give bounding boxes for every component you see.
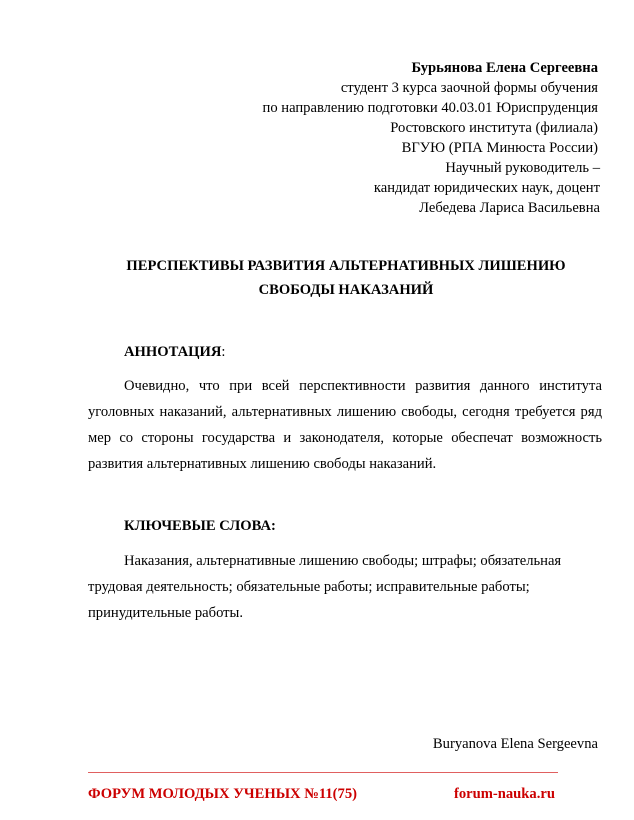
footer-site-link[interactable]: forum-nauka.ru [454, 786, 555, 802]
annotation-text: Очевидно, что при всей перспективности развития данного института уголовных наказаний, альтернативных лишению свободы, сегодня требуется ряд мер со стороны государства и законодателя, которые обеспечат возможность развития альтернативных лишению свободы наказаний. [88, 378, 602, 472]
author-line: ВГУЮ (РПА Минюста России) [401, 140, 598, 156]
annotation-heading-colon: : [221, 344, 226, 360]
annotation-heading [124, 342, 225, 362]
footer-journal: ФОРУМ МОЛОДЫХ УЧЕНЫХ №11(75) [88, 786, 357, 802]
title-line-2: СВОБОДЫ НАКАЗАНИЙ [258, 282, 434, 298]
keywords-heading: КЛЮЧЕВЫЕ СЛОВА: [124, 518, 276, 534]
keywords-text: Наказания, альтернативные лишению свободы; штрафы; обязательная трудовая деятельность; обязательные работы; исправительные работы; принудительные работы. [88, 553, 562, 621]
author-info [178, 58, 598, 158]
author-name: Бурьянова Елена Сергеевна [411, 60, 598, 76]
title-line-1: ПЕРСПЕКТИВЫ РАЗВИТИЯ АЛЬТЕРНАТИВНЫХ ЛИШЕНИЮ [126, 258, 566, 274]
author-line: Ростовского института (филиала) [390, 120, 598, 136]
annotation-heading-text: АННОТАЦИЯ [124, 344, 222, 360]
author-line: студент 3 курса заочной формы обучения [340, 80, 598, 96]
footer-divider [88, 772, 558, 773]
supervisor-line: Лебедева Лариса Васильевна [419, 200, 600, 216]
paper-title [88, 254, 604, 302]
supervisor-info [180, 158, 600, 218]
supervisor-line: кандидат юридических наук, доцент [373, 180, 600, 196]
supervisor-line: Научный руководитель – [445, 160, 600, 176]
author-line: по направлению подготовки 40.03.01 Юриспруденция [262, 100, 598, 116]
author-name-english: Buryanova Elena Sergeevna [432, 736, 598, 752]
